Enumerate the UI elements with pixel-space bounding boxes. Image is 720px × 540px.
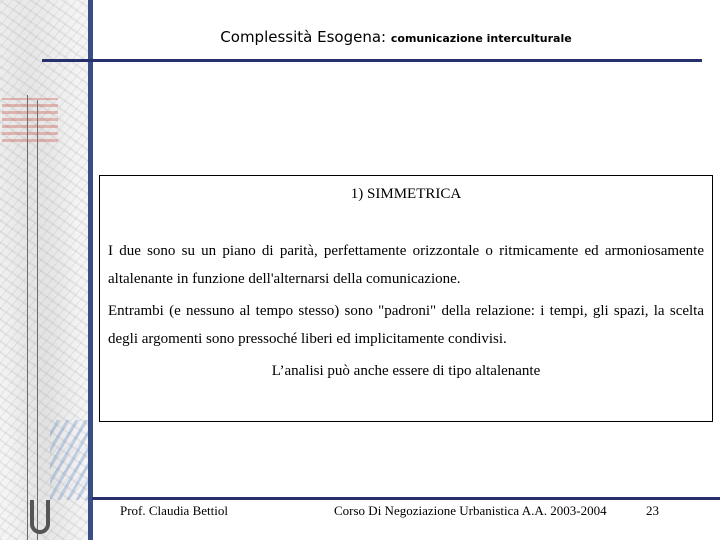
content-box — [99, 175, 713, 422]
map-text-decoration — [2, 98, 58, 142]
university-logo-icon — [30, 500, 50, 534]
header-rule — [42, 59, 702, 62]
page-number: 23 — [646, 503, 659, 518]
footer-author: Prof. Claudia Bettiol — [120, 503, 228, 518]
decorative-map-strip — [0, 0, 90, 540]
paragraph-relation: Entrambi (e nessuno al tempo stesso) sono "padroni" della relazione: i tempi, gli spazi, la scelta degli argomenti sono pressoché liberi ed implicitamente condivisi. — [108, 303, 704, 347]
section-title: 1) SIMMETRICA — [350, 186, 462, 202]
vertical-divider — [27, 95, 28, 540]
vertical-divider — [37, 100, 38, 540]
slide-title — [96, 28, 696, 46]
paragraph-analysis: L’analisi può anche essere di tipo altalenante — [271, 363, 541, 379]
slide-title-main: Complessità Esogena: — [220, 28, 387, 46]
side-accent-bar — [88, 0, 93, 540]
map-text-decoration-blue — [50, 420, 88, 500]
paragraph-parity: I due sono su un piano di parità, perfettamente orizzontale o ritmicamente ed armoniosamente altalenante in funzione dell'alternarsi della comunicazione. — [108, 243, 704, 287]
footer-course: Corso Di Negoziazione Urbanistica A.A. 2003-2004 — [334, 503, 607, 518]
footer-rule — [92, 497, 720, 500]
slide-title-sub: comunicazione interculturale — [390, 32, 572, 45]
